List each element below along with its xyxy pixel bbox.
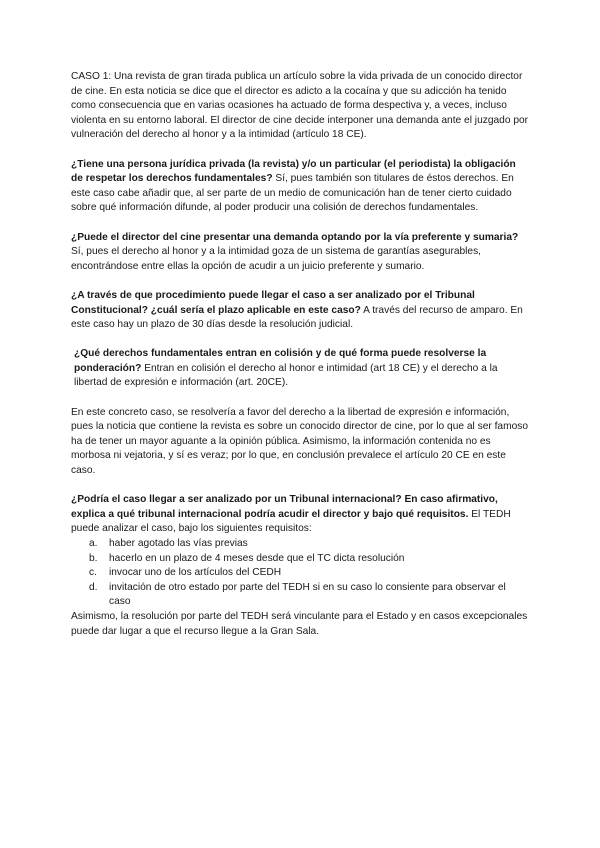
list-item — [89, 581, 529, 610]
list-marker: b. — [89, 552, 98, 564]
spacer — [71, 391, 529, 406]
spacer — [71, 143, 529, 158]
question-block-2 — [71, 231, 529, 275]
list-item-text: hacerlo en un plazo de 4 meses desde que el TC dicta resolución — [109, 552, 405, 564]
answer-text: Sí, pues el derecho al honor y a la intimidad goza de un sistema de garantías asegurables, encontrándose entre ellas la opción de acudir a un juicio preferente y sumario. — [71, 246, 482, 272]
list-item — [89, 537, 529, 552]
list-marker: a. — [89, 538, 98, 549]
answer-text: Entran en colisión el derecho al honor e intimidad (art 18 CE) y el derecho a la libertad de expresión e información (art. 20CE). — [74, 362, 498, 389]
list-item-text: invitación de otro estado por parte del TEDH si en su caso lo consiente para observar el caso — [109, 581, 506, 608]
list-item-text: invocar uno de los artículos del CEDH — [109, 567, 282, 579]
question-block-5 — [71, 493, 529, 537]
case-paragraph: CASO 1: Una revista de gran tirada publica un artículo sobre la vida privada de un conocido director de cine. En esta noticia se dice que el director es adicto a la cocaína y que su adicción ha tenido como consecuencia que en varias ocasiones ha actuado de forma despectiva y, a veces, incluso violenta en su entorno laboral. El director de cine decide interponer una demanda ante el juzgado por vulneración del derecho al honor y a la intimidad (artículo 18 CE). — [71, 71, 529, 141]
list-marker: c. — [89, 567, 97, 579]
spacer — [71, 333, 529, 348]
question-block-1 — [71, 158, 529, 216]
question-text: ¿A través de que procedimiento puede llegar el caso a ser analizado por el Tribunal Constitucional? ¿cuál sería el plazo aplicable en este caso? — [71, 289, 475, 316]
question-block-4 — [74, 347, 529, 391]
document-page — [71, 70, 529, 639]
question-text: ¿Podría el caso llegar a ser analizado por un Tribunal internacional? En caso afirmativo, explica a qué tribunal internacional podría acudir el director y bajo qué requisitos. — [71, 494, 498, 520]
question-text: ¿Tiene una persona jurídica privada (la revista) y/o un particular (el periodista) la obligación de respetar los derechos fundamentales? — [71, 158, 516, 185]
conclusion-paragraph: En este concreto caso, se resolvería a favor del derecho a la libertad de expresión e información, pues la noticia que contiene la revista es sobre un conocido director de cine, por lo que al ser famoso ha de tener un mayor aguante a la opinión pública. Asimismo, la información contenida no es morbosa ni vejatoria, y sí es veraz; por lo que, en conclusión prevalece el artículo 20 CE en este caso. — [71, 406, 529, 477]
question-text: ¿Puede el director del cine presentar una demanda optando por la vía preferente y sumaria? — [71, 231, 519, 243]
spacer — [71, 479, 529, 494]
answer-text: Sí, pues también son titulares de éstos derechos. En este caso cabe añadir que, al ser parte de un medio de comunicación han de tener cierto cuidado sobre qué información difunde, al poder producir una colisión de derechos fundamentales. — [71, 173, 514, 214]
question-text: ¿Qué derechos fundamentales entran en colisión y de qué forma puede resolverse la ponderación? — [74, 348, 487, 374]
closing-paragraph: Asimismo, la resolución por parte del TEDH será vinculante para el Estado y en casos excepcionales puede dar lugar a que el recurso llegue a la Gran Sala. — [71, 610, 528, 637]
list-item-text: haber agotado las vías previas — [109, 538, 248, 549]
answer-text: A través del recurso de amparo. En este caso hay un plazo de 30 días desde la resolución judicial. — [71, 304, 523, 331]
spacer — [71, 216, 529, 231]
spacer — [71, 274, 529, 289]
requirements-list — [71, 537, 529, 610]
answer-text: El TEDH puede analizar el caso, bajo los siguientes requisitos: — [71, 508, 511, 535]
question-block-3 — [71, 289, 529, 333]
list-item — [89, 566, 529, 581]
list-item — [89, 552, 529, 567]
list-marker: d. — [89, 581, 98, 593]
